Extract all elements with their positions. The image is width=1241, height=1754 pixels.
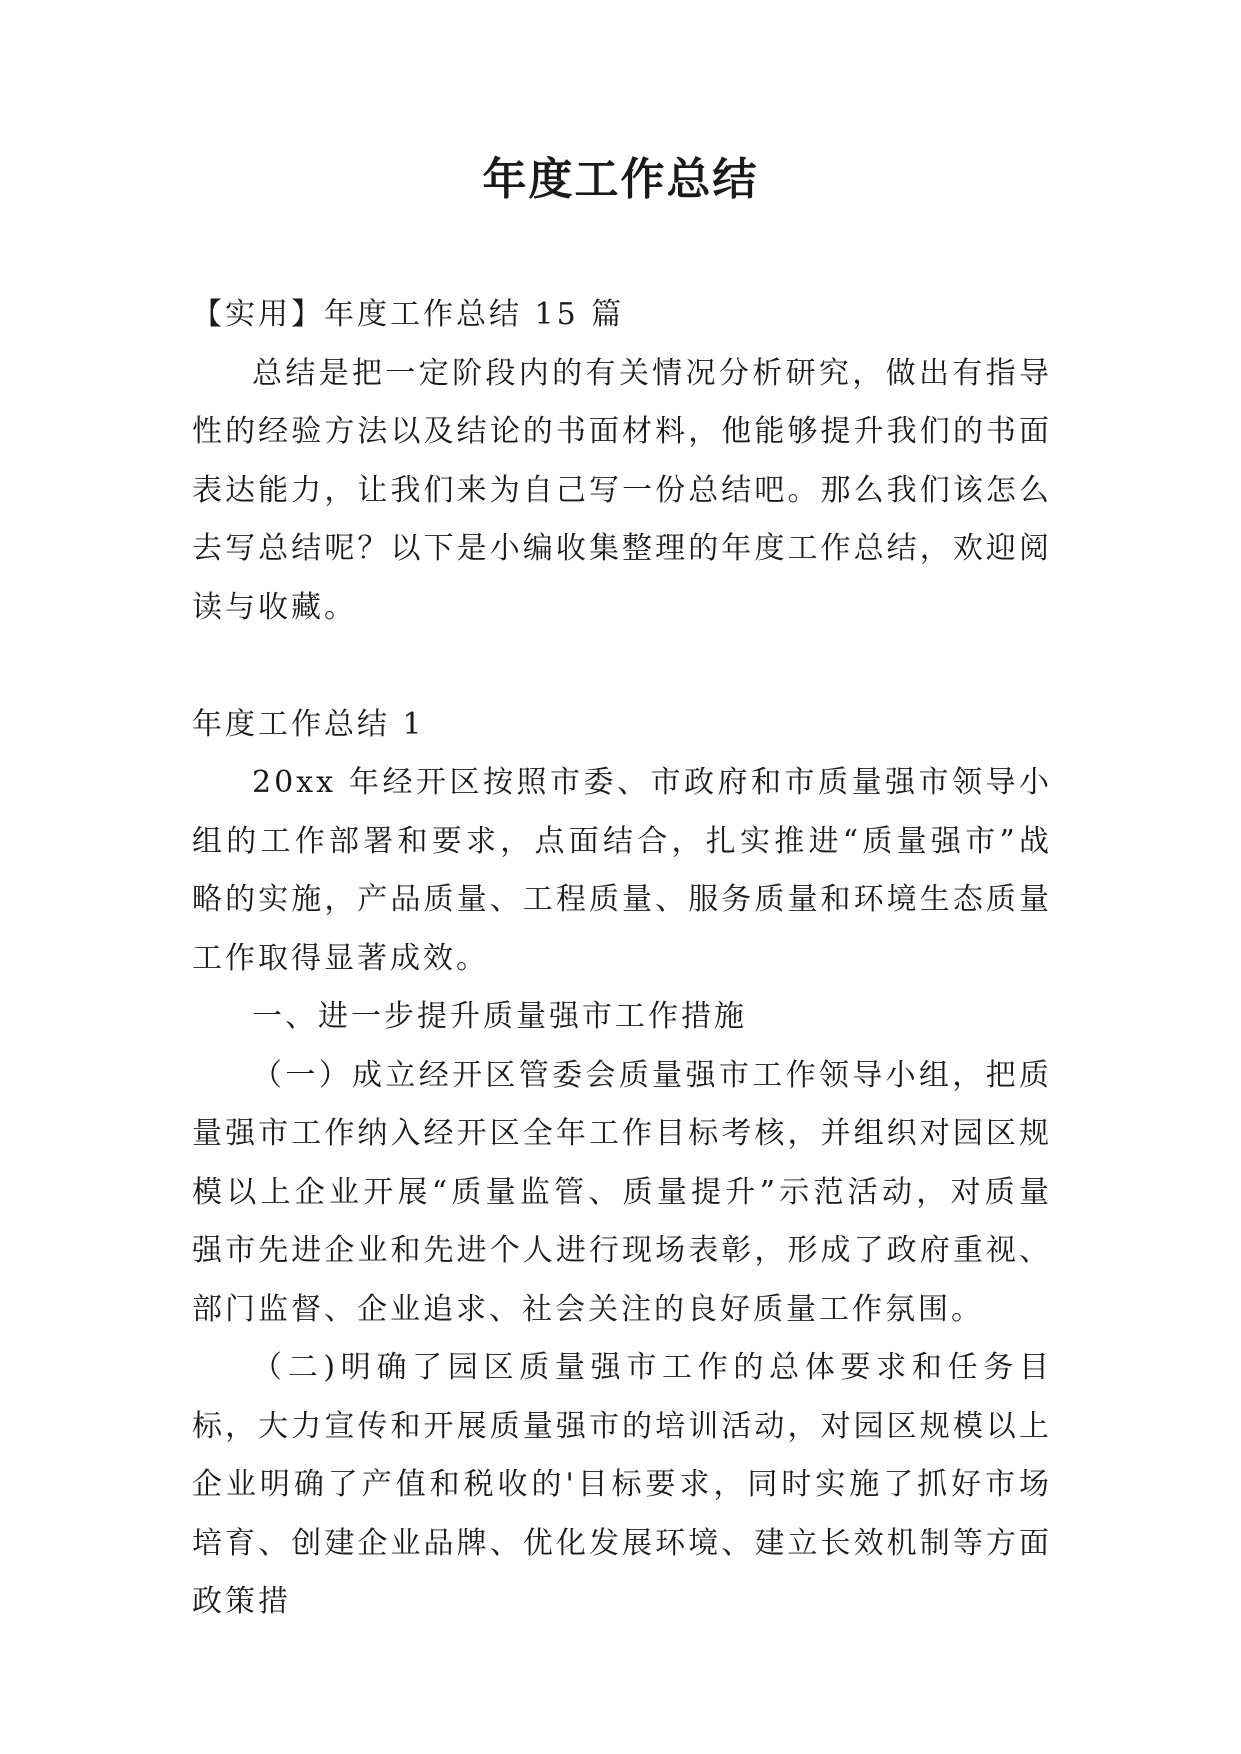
list-item: （二)明确了园区质量强市工作的总体要求和任务目标，大力宣传和开展质量强市的培训活动，对园区规模以上企业明确了产值和税收的'目标要求，同时实施了抓好市场培育、创建企业品牌、优化发展环境、建立长效机制等方面政策措: [192, 1350, 1052, 1619]
document-body: [192, 286, 1052, 1632]
paragraph-gap: [192, 637, 1052, 696]
section-paragraph: 20xx 年经开区按照市委、市政府和市质量强市领导小组的工作部署和要求，点面结合，扎实推进“质量强市”战略的实施，产品质量、工程质量、服务质量和环境生态质量工作取得显著成效。: [192, 765, 1052, 976]
intro-heading: 【实用】年度工作总结 15 篇: [192, 297, 625, 332]
section-heading: 年度工作总结 1: [192, 706, 425, 742]
document-title: 年度工作总结: [482, 154, 759, 205]
list-item: （一）成立经开区管委会质量强市工作领导小组，把质量强市工作纳入经开区全年工作目标考核，并组织对园区规模以上企业开展“质量监管、质量提升”示范活动，对质量强市先进企业和先进个人进行现场表彰，形成了政府重视、部门监督、企业追求、社会关注的良好质量工作氛围。: [192, 1057, 1052, 1327]
intro-paragraph: 总结是把一定阶段内的有关情况分析研究，做出有指导性的经验方法以及结论的书面材料，他能够提升我们的书面表达能力，让我们来为自己写一份总结吧。那么我们该怎么去写总结呢？以下是小编收集整理的年度工作总结，欢迎阅读与收藏。: [192, 355, 1052, 625]
subheading: 一、进一步提升质量强市工作措施: [252, 999, 747, 1034]
